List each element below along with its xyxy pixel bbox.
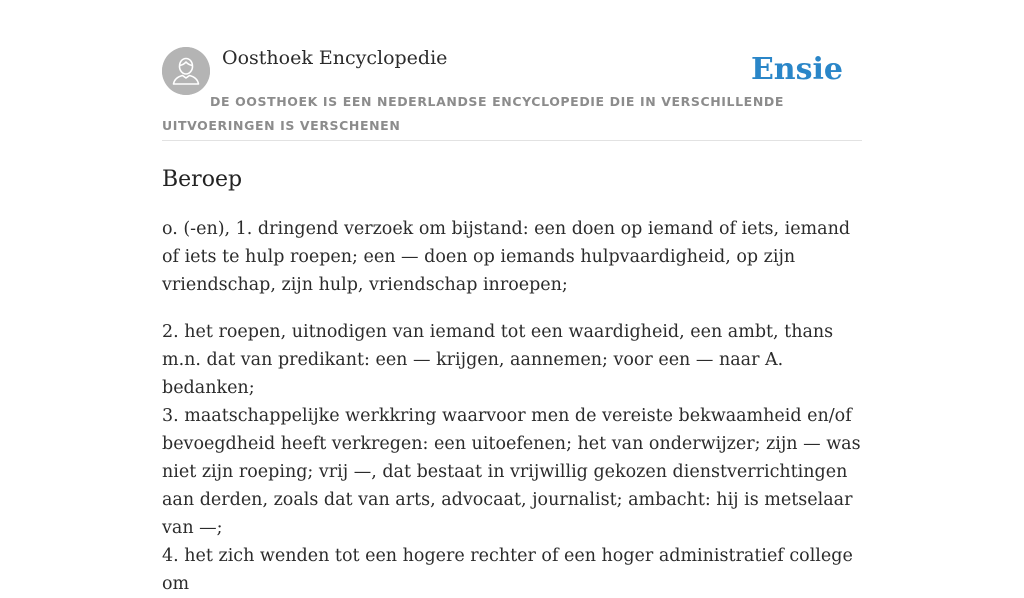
article-title: Beroep <box>162 167 243 192</box>
user-silhouette-icon[interactable] <box>162 47 210 95</box>
entry-header <box>162 46 862 141</box>
page <box>162 0 862 598</box>
brand-logo-link[interactable]: Ensie <box>750 52 843 87</box>
article-definition <box>162 215 862 598</box>
source-name-link[interactable]: Oosthoek Encyclopedie <box>222 47 448 69</box>
definition-paragraph: 2. het roepen, uitnodigen van iemand tot een waardigheid, een ambt, thans m.n. dat van predikant: een — krijgen, aannemen; voor een — naar A. bedanken; 3. maatschappelijke werkkring waarvoor men de vereiste bekwaamheid en/of bevoegdheid heeft verkregen: een uitoefenen; het van onderwijzer; zijn — was niet zijn roeping; vrij —, dat bestaat in vrijwillig gekozen dienstverrichtingen aan derden, zoals dat van arts, advocaat, journalist; ambacht: hij is metselaar van —; 4. het zich wenden tot een hogere rechter of een hoger administratief college om <box>162 322 861 594</box>
definition-paragraph: o. (-en), 1. dringend verzoek om bijstand: een doen op iemand of iets, iemand of iets te hulp roepen; een — doen op iemands hulpvaardigheid, op zijn vriendschap, zijn hulp, vriendschap inroepen; <box>162 219 851 295</box>
source-tagline: DE OOSTHOEK IS EEN NEDERLANDSE ENCYCLOPEDIE DIE IN VERSCHILLENDE UITVOERINGEN IS VERSCHENEN <box>162 94 784 133</box>
